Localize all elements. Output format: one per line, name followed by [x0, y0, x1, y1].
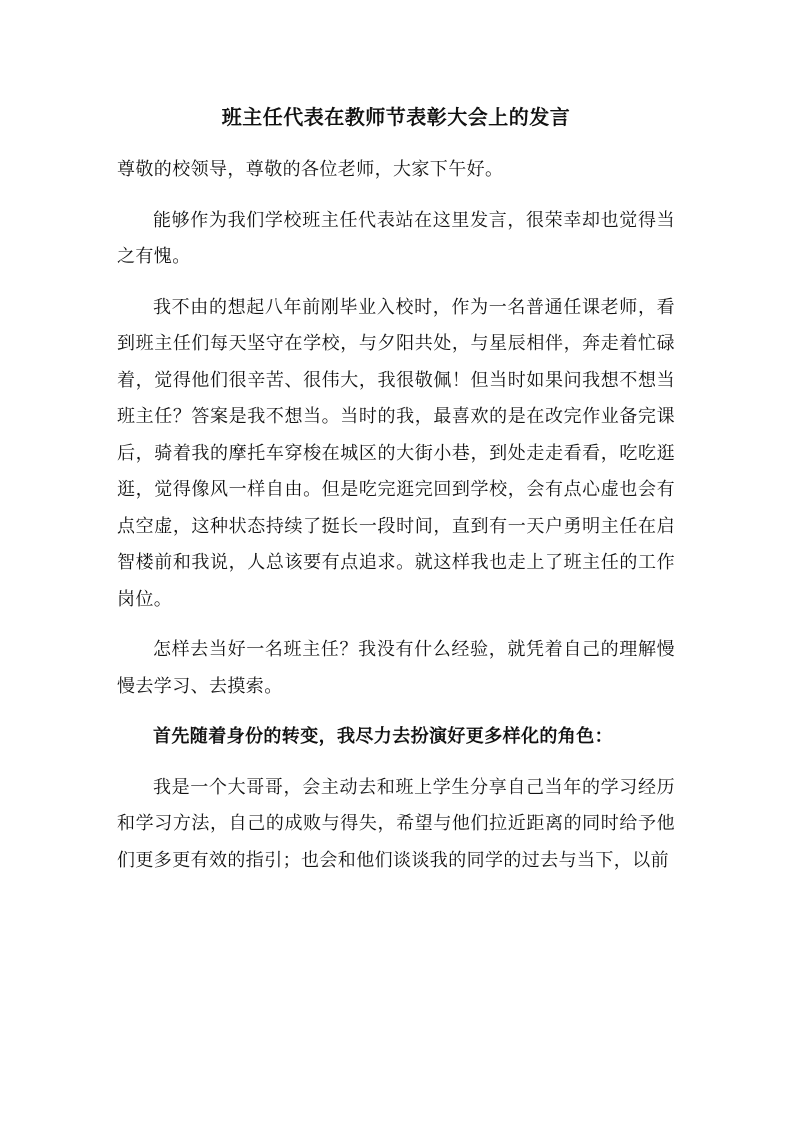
- section-heading: 首先随着身份的转变，我尽力去扮演好更多样化的角色：: [153, 726, 613, 747]
- document-title: 班主任代表在教师节表彰大会上的发言: [221, 105, 571, 129]
- paragraph-2: 我不由的想起八年前刚毕业入校时，作为一名普通任课老师，看到班主任们每天坚守在学校，与夕阳共处，与星辰相伴，奔走着忙碌着，觉得他们很辛苦、很伟大，我很敬佩！但当时如果问我想不想当班主任？答案是我不想当。当时的我，最喜欢的是在改完作业备完课后，骑着我的摩托车穿梭在城区的大街小巷，到处走走看看，吃吃逛逛，觉得像风一样自由。但是吃完逛完回到学校，会有点心虚也会有点空虚，这种状态持续了挺长一段时间，直到有一天户勇明主任在启智楼前和我说，人总该要有点追求。就这样我也走上了班主任的工作岗位。: [117, 296, 675, 610]
- paragraph-1: 能够作为我们学校班主任代表站在这里发言，很荣幸却也觉得当之有愧。: [117, 209, 675, 267]
- document-body: [117, 100, 675, 879]
- greeting-line: 尊敬的校领导，尊敬的各位老师，大家下午好。: [117, 159, 504, 180]
- paragraph-4: 我是一个大哥哥，会主动去和班上学生分享自己当年的学习经历和学习方法，自己的成败与得失，希望与他们拉近距离的同时给予他们更多更有效的指引；也会和他们谈谈我的同学的过去与当下，以前: [117, 776, 675, 871]
- paragraph-3: 怎样去当好一名班主任？我没有什么经验，就凭着自己的理解慢慢去学习、去摸索。: [117, 639, 675, 697]
